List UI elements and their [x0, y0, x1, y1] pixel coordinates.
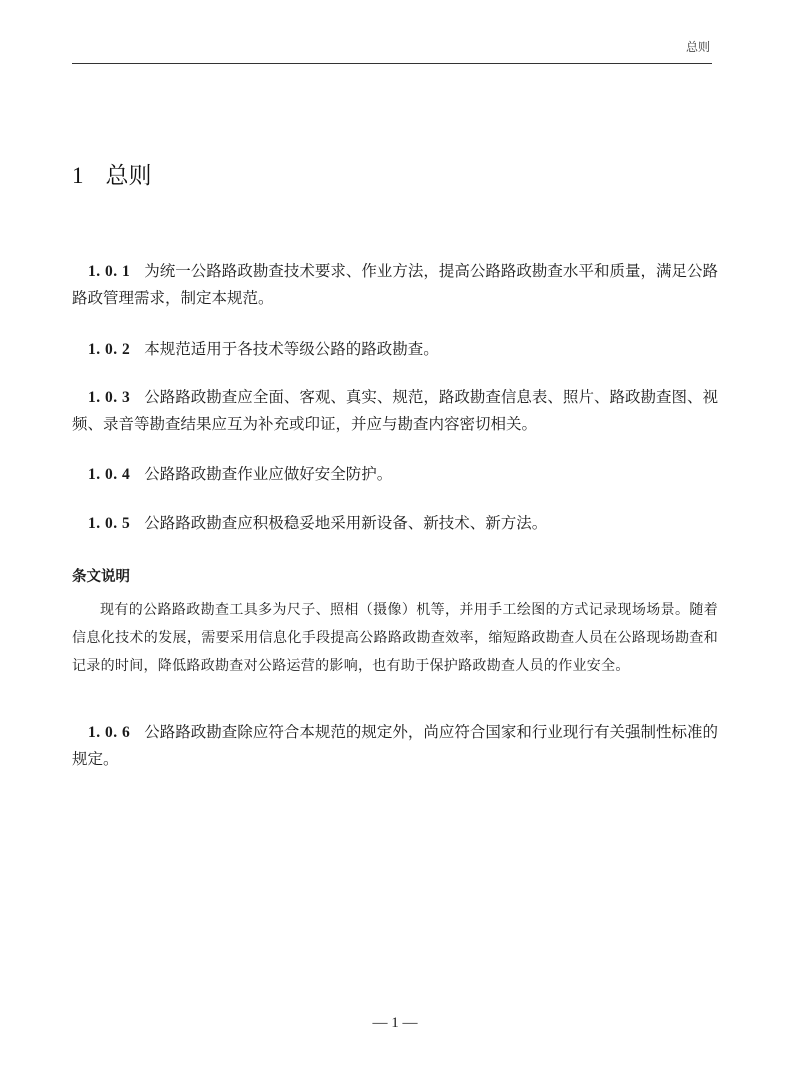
clause-number: 1. 0. 6: [88, 724, 131, 741]
clause-1-0-4: [72, 461, 718, 488]
page-number: — 1 —: [372, 1015, 418, 1031]
clause-text: 本规范适用于各技术等级公路的路政勘查。: [144, 340, 439, 358]
chapter-title: 总则: [105, 163, 152, 189]
clause-number: 1. 0. 4: [88, 466, 131, 483]
clause-text: 公路路政勘查应积极稳妥地采用新设备、新技术、新方法。: [144, 514, 548, 532]
clause-1-0-3: [72, 384, 718, 438]
clause-1-0-6: [72, 719, 718, 773]
chapter-heading: [72, 157, 152, 190]
running-header: 总则: [685, 40, 710, 54]
clause-number: 1. 0. 1: [88, 263, 131, 280]
explanation-title: 条文说明: [72, 568, 130, 585]
clause-1-0-5: [72, 510, 718, 537]
clause-number: 1. 0. 5: [88, 515, 131, 532]
clause-text: 公路路政勘查作业应做好安全防护。: [144, 465, 393, 483]
clause-number: 1. 0. 2: [88, 341, 131, 358]
header-rule: [72, 63, 712, 64]
clause-text: 为统一公路路政勘查技术要求、作业方法，提高公路路政勘查水平和质量，满足公路路政管理需求，制定本规范。: [72, 262, 718, 307]
clause-text: 公路路政勘查应全面、客观、真实、规范，路政勘查信息表、照片、路政勘查图、视频、录音等勘查结果应互为补充或印证，并应与勘查内容密切相关。: [72, 388, 718, 433]
chapter-number: 1: [72, 163, 84, 188]
explanation-text: 现有的公路路政勘查工具多为尺子、照相（摄像）机等，并用手工绘图的方式记录现场场景。随着信息化技术的发展，需要采用信息化手段提高公路路政勘查效率，缩短路政勘查人员在公路现场勘查和记录的时间，降低路政勘查对公路运营的影响，也有助于保护路政勘查人员的作业安全。: [72, 602, 718, 674]
clause-text: 公路路政勘查除应符合本规范的规定外，尚应符合国家和行业现行有关强制性标准的规定。: [72, 723, 718, 768]
clause-number: 1. 0. 3: [88, 389, 131, 406]
clause-1-0-1: [72, 258, 718, 312]
clause-1-0-2: [72, 336, 718, 363]
